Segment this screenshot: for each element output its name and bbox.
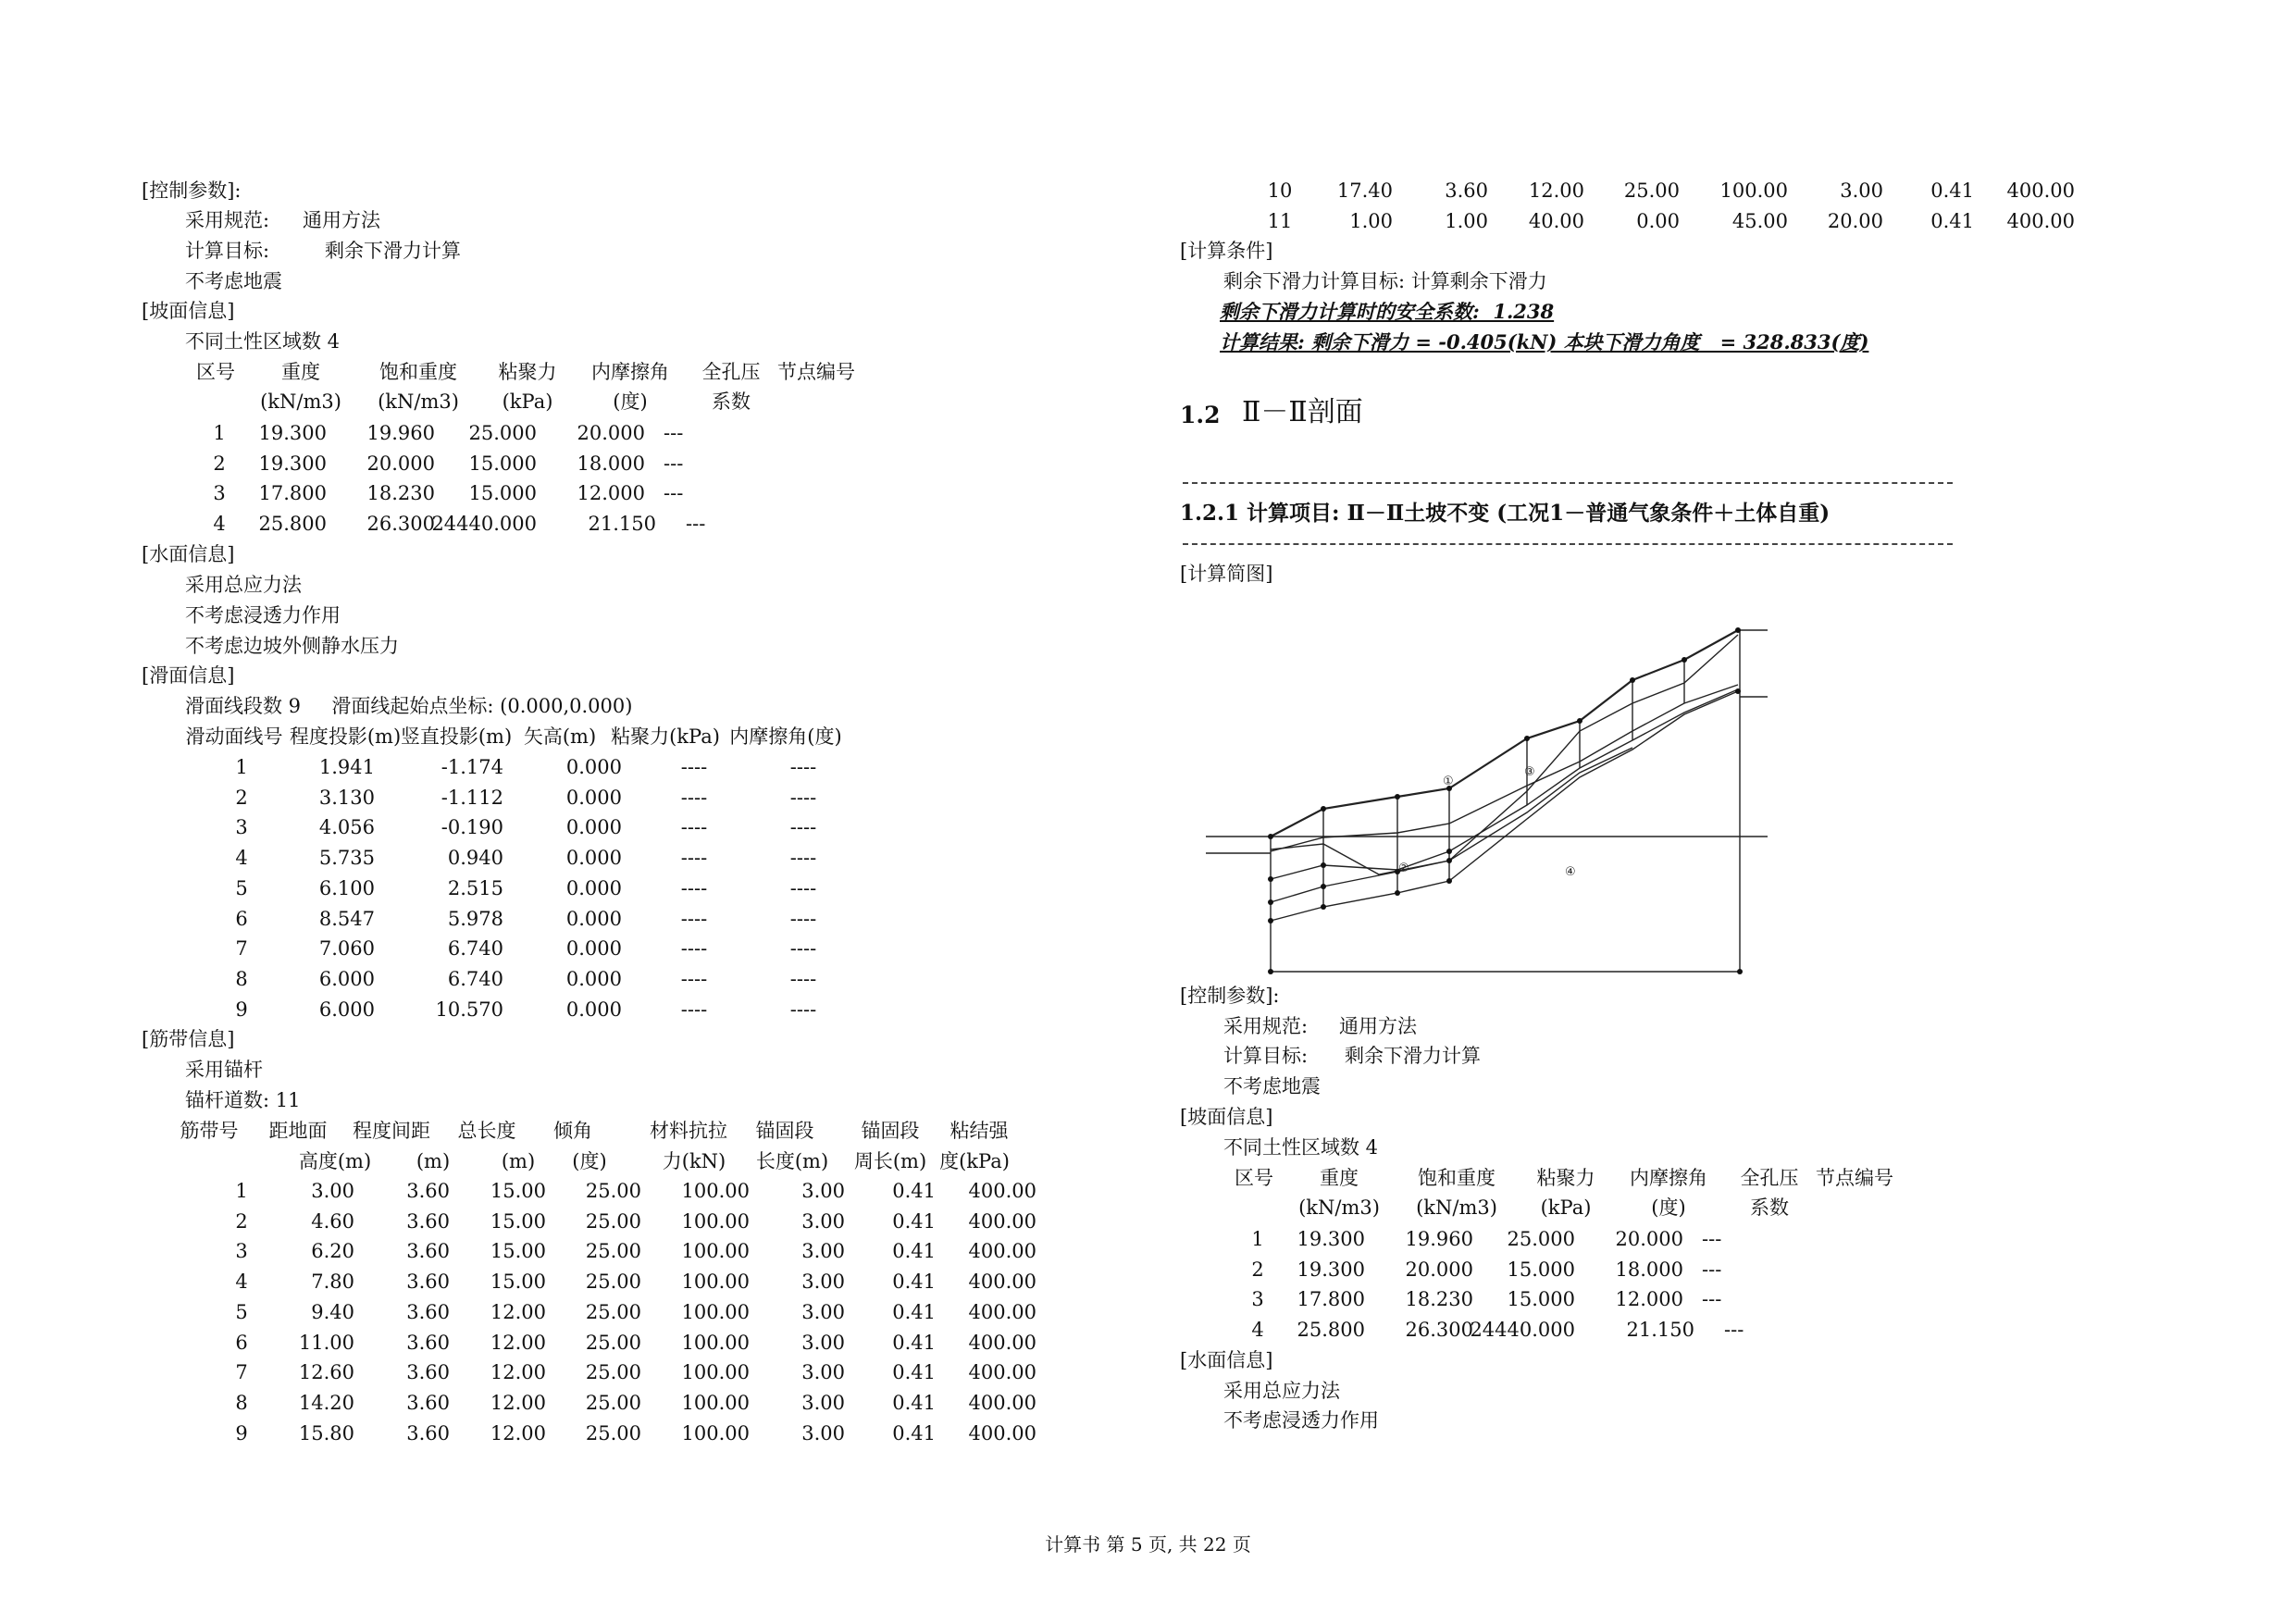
soil-cell: 25.800	[258, 513, 327, 536]
slip-cell: -0.190	[441, 816, 503, 839]
soil-unit: (度)	[1651, 1196, 1686, 1219]
water-info-header: [水面信息]	[1180, 1349, 1273, 1371]
rein-header: 总长度	[457, 1120, 516, 1142]
rein-cell: 400.00	[968, 1391, 1036, 1414]
slip-cell: 10.570	[435, 998, 503, 1021]
safety-factor: 剩余下滑力计算时的安全系数: 1.238	[1220, 300, 1555, 323]
rein-cell: 100.00	[681, 1240, 750, 1263]
rein-cell: 0.41	[892, 1421, 936, 1444]
slip-cell: 1	[235, 756, 248, 778]
section-title: Ⅱ－Ⅱ剖面	[1242, 396, 1363, 428]
rein-cell: 3.00	[801, 1271, 845, 1294]
rein-header: 距地面	[268, 1120, 328, 1142]
rein-cell: 3.00	[311, 1180, 354, 1202]
target-label: 计算目标:	[1223, 1045, 1309, 1067]
rein-cell: 14.20	[298, 1391, 354, 1414]
target-value: 剩余下滑力计算	[1345, 1045, 1481, 1067]
soil-cell: 18.000	[1615, 1258, 1683, 1281]
seismic-note: 不考虑地震	[1223, 1075, 1321, 1097]
slip-cell: ----	[789, 786, 817, 809]
rein-cell: 45.00	[1731, 209, 1788, 232]
slip-cell: ----	[789, 876, 817, 899]
rein-cell: 15.00	[490, 1240, 546, 1263]
soil-cell: 20.000	[366, 452, 435, 475]
slip-cell: ----	[680, 967, 708, 990]
rein-cell: 25.00	[585, 1180, 641, 1202]
spec-value: 通用方法	[303, 209, 380, 231]
rein-cell: 6	[235, 1331, 248, 1354]
slope-diagram	[1203, 615, 1786, 986]
rein-cell: 11.00	[298, 1331, 354, 1354]
rein-cell: 400.00	[968, 1331, 1036, 1354]
soil-cell: 19.300	[258, 422, 327, 444]
rein-cell: 15.80	[298, 1421, 354, 1444]
slope-info-header: [坡面信息]	[1180, 1106, 1273, 1128]
slip-surface	[1271, 635, 1738, 874]
slip-cell: 3.130	[318, 786, 375, 809]
slip-cell: ----	[680, 847, 708, 870]
page-footer: 计算书 第 5 页, 共 22 页	[1045, 1533, 1251, 1556]
rein-cell: 3.60	[406, 1271, 450, 1294]
rein-cell: 100.00	[681, 1331, 750, 1354]
region-label-4: ④	[1565, 865, 1576, 879]
slip-cell: 6.740	[447, 937, 503, 961]
water-line: 采用总应力法	[1223, 1380, 1340, 1402]
rein-cell: 25.00	[585, 1331, 641, 1354]
soil-unit: (kPa)	[1540, 1196, 1592, 1219]
soil-header: 节点编号	[1816, 1167, 1893, 1189]
soil-cell: 17.800	[1297, 1288, 1365, 1311]
rein-cell: 12.00	[490, 1421, 546, 1444]
soil-cell: 19.300	[1297, 1258, 1365, 1281]
soil-cell: 20.000	[1615, 1228, 1683, 1250]
slip-info-line: 滑面线段数 9 滑面线起始点坐标: (0.000,0.000)	[185, 695, 633, 717]
rein-cell: 8	[235, 1391, 248, 1414]
soil-cell: 2	[1251, 1258, 1264, 1281]
soil-cell: 24440.000	[1470, 1319, 1575, 1342]
soil-cell: 18.230	[1405, 1288, 1473, 1311]
slip-cell: ----	[680, 816, 708, 839]
rein-cell: 0.41	[892, 1271, 936, 1294]
slip-cell: 1.941	[318, 756, 375, 778]
slip-cell: 0.000	[565, 756, 622, 778]
slip-cell: ----	[680, 907, 708, 930]
slip-cell: 6.100	[318, 876, 375, 899]
region-label-3: ③	[1524, 765, 1535, 779]
rein-header: 粘结强	[949, 1120, 1009, 1142]
rein-cell: 100.00	[681, 1209, 750, 1233]
rein-cell: 12.00	[490, 1361, 546, 1384]
rein-cell: 7.80	[311, 1271, 354, 1294]
soil-header: 节点编号	[777, 361, 855, 383]
slip-cell: 2.515	[447, 876, 503, 899]
slip-cell: 5.735	[318, 847, 375, 870]
soil-header: 区号	[1235, 1167, 1273, 1189]
slip-cell: ----	[680, 998, 708, 1021]
rein-cell: 400.00	[2006, 209, 2075, 232]
rein-header: 锚固段	[861, 1120, 920, 1142]
rein-cell: 0.41	[892, 1300, 936, 1323]
slope-info-header: [坡面信息]	[142, 300, 235, 322]
rein-header: 锚固段	[755, 1120, 814, 1142]
rein-cell: 2	[235, 1209, 248, 1233]
soil-cell: 18.000	[577, 452, 645, 475]
soil-cell: 24440.000	[431, 513, 537, 536]
rein-cell: 3.60	[406, 1421, 450, 1444]
slip-cell: ----	[789, 967, 817, 990]
rein-cell: 25.00	[585, 1361, 641, 1384]
rein-cell: 12.00	[490, 1391, 546, 1414]
slip-cell: ----	[680, 786, 708, 809]
slip-cell: 0.000	[565, 847, 622, 870]
soil-unit: 系数	[1750, 1196, 1789, 1219]
rein-cell: 25.00	[585, 1271, 641, 1294]
rein-cell: 400.00	[968, 1240, 1036, 1263]
soil-cell: ---	[664, 422, 684, 444]
soil-cell: ---	[1702, 1228, 1722, 1250]
soil-unit: (kN/m3)	[378, 391, 459, 413]
slip-header: 竖直投影(m)	[400, 725, 513, 748]
rein-unit: (m)	[501, 1150, 536, 1172]
soil-cell: 3	[213, 482, 226, 505]
water-line: 不考虑浸透力作用	[185, 604, 341, 626]
soil-header: 重度	[1320, 1167, 1359, 1189]
rein-cell: 25.00	[585, 1421, 641, 1444]
rein-cell: 3.00	[801, 1209, 845, 1233]
soil-header: 全孔压	[1740, 1167, 1799, 1189]
rein-cell: 3.00	[1840, 180, 1883, 202]
rein-cell: 15.00	[490, 1180, 546, 1202]
slip-cell: 6.000	[318, 967, 375, 990]
soil-cell: 19.300	[1297, 1228, 1365, 1250]
slip-cell: ----	[789, 937, 817, 961]
rein-header: 筋带号	[180, 1120, 239, 1142]
seismic-note: 不考虑地震	[185, 270, 282, 292]
rein-cell: 3.00	[801, 1391, 845, 1414]
rein-unit: 高度(m)	[298, 1150, 372, 1172]
rein-cell: 400.00	[2006, 180, 2075, 202]
rein-cell: 3.00	[801, 1361, 845, 1384]
rein-cell: 100.00	[681, 1421, 750, 1444]
rein-cell: 4	[235, 1271, 248, 1294]
soil-cell: ---	[1702, 1288, 1722, 1311]
slip-header: 程度投影(m)	[289, 725, 402, 748]
rein-cell: 25.00	[1623, 180, 1680, 202]
slip-cell: 7.060	[318, 937, 375, 961]
rein-cell: 3	[235, 1240, 248, 1263]
rein-unit: 长度(m)	[755, 1150, 829, 1172]
rein-cell: 400.00	[968, 1361, 1036, 1384]
rein-cell: 12.00	[1528, 180, 1584, 202]
rein-cell: 100.00	[681, 1180, 750, 1202]
soil-cell: 17.800	[258, 482, 327, 505]
soil-cell: 20.000	[577, 422, 645, 444]
section-number: 1.2	[1180, 402, 1221, 428]
rein-cell: 400.00	[968, 1300, 1036, 1323]
soil-header: 粘聚力	[498, 361, 557, 383]
water-info-header: [水面信息]	[142, 543, 235, 565]
soil-cell: 21.150	[588, 513, 656, 536]
water-line: 不考虑边坡外侧静水压力	[185, 635, 399, 657]
rein-cell: 5	[235, 1300, 248, 1323]
soil-header: 粘聚力	[1536, 1167, 1595, 1189]
soil-cell: 25.000	[1507, 1228, 1575, 1250]
slip-cell: ----	[680, 876, 708, 899]
slip-header: 粘聚力(kPa)	[611, 725, 720, 748]
slip-cell: 0.940	[447, 847, 503, 870]
soil-header: 饱和重度	[1418, 1167, 1496, 1189]
soil-header: 全孔压	[701, 361, 761, 383]
rein-cell: 3.60	[1445, 180, 1488, 202]
slip-cell: 7	[235, 937, 248, 961]
soil-cell: 4	[1251, 1319, 1264, 1342]
rein-cell: 20.00	[1827, 209, 1883, 232]
soil-cell: 12.000	[577, 482, 645, 505]
soil-unit: (度)	[613, 391, 648, 413]
slip-header: 矢高(m)	[523, 725, 597, 748]
soil-unit: (kN/m3)	[260, 391, 341, 413]
slip-cell: 0.000	[565, 907, 622, 930]
rein-cell: 15.00	[490, 1209, 546, 1233]
target-value: 剩余下滑力计算	[325, 240, 461, 262]
soil-cell: 15.000	[1507, 1288, 1575, 1311]
rein-header: 程度间距	[353, 1120, 430, 1142]
rein-cell: 100.00	[681, 1361, 750, 1384]
slip-cell: 4.056	[318, 816, 375, 839]
slip-cell: 2	[235, 786, 248, 809]
slip-cell: 0.000	[565, 937, 622, 961]
rein-cell: 25.00	[585, 1300, 641, 1323]
slip-cell: 4	[235, 847, 248, 870]
slip-info-header: [滑面信息]	[142, 664, 235, 687]
target-label: 计算目标:	[185, 240, 270, 262]
slip-cell: ----	[789, 847, 817, 870]
slip-header: 滑动面线号	[185, 725, 283, 748]
rein-cell: 0.41	[892, 1331, 936, 1354]
rein-cell: 9.40	[311, 1300, 354, 1323]
soil-cell: 1	[1251, 1228, 1264, 1250]
ground-surface	[1271, 630, 1738, 837]
soil-count: 不同土性区域数 4	[1223, 1136, 1379, 1159]
control-params-header: [控制参数]:	[142, 180, 242, 202]
soil-cell: ---	[1724, 1319, 1744, 1342]
spec-label: 采用规范:	[185, 209, 270, 231]
rein-cell: 3.60	[406, 1209, 450, 1233]
rein-cell: 17.40	[1336, 180, 1393, 202]
rein-unit: 度(kPa)	[939, 1150, 1010, 1172]
slip-cell: 5.978	[447, 907, 503, 930]
soil-count: 不同土性区域数 4	[185, 330, 341, 353]
slip-cell: 6.740	[447, 967, 503, 990]
rein-cell: 3.60	[406, 1331, 450, 1354]
control-params-header: [控制参数]:	[1180, 985, 1280, 1007]
rein-cell: 0.41	[892, 1209, 936, 1233]
rein-cell: 3.00	[801, 1331, 845, 1354]
water-line: 不考虑浸透力作用	[1223, 1409, 1379, 1432]
soil-cell: 12.000	[1615, 1288, 1683, 1311]
rein-cell: 40.00	[1528, 209, 1584, 232]
rein-cell: 9	[235, 1421, 248, 1444]
soil-cell: 15.000	[468, 482, 537, 505]
rein-cell: 0.41	[892, 1240, 936, 1263]
slip-cell: 5	[235, 876, 248, 899]
soil-cell: 1	[213, 422, 226, 444]
spec-label: 采用规范:	[1223, 1015, 1309, 1037]
rein-cell: 11	[1267, 209, 1293, 232]
region-label-2: ②	[1398, 862, 1409, 875]
soil-cell: ---	[1702, 1258, 1722, 1281]
soil-cell: 18.230	[366, 482, 435, 505]
divider	[1183, 482, 1953, 484]
soil-cell: 15.000	[468, 452, 537, 475]
region-label-1: ①	[1443, 775, 1454, 788]
divider	[1183, 543, 1953, 545]
calc-target: 剩余下滑力计算目标: 计算剩余下滑力	[1223, 270, 1547, 292]
rein-info-header: [筋带信息]	[142, 1028, 235, 1050]
rein-cell: 25.00	[585, 1391, 641, 1414]
rein-cell: 12.60	[298, 1361, 354, 1384]
rein-cell: 3.60	[406, 1300, 450, 1323]
rein-header: 倾角	[553, 1120, 592, 1142]
soil-cell: 4	[213, 513, 226, 536]
rein-type: 采用锚杆	[185, 1059, 263, 1081]
soil-cell: 19.960	[366, 422, 435, 444]
rein-cell: 3.00	[801, 1300, 845, 1323]
slip-cell: ----	[789, 756, 817, 778]
calc-condition-header: [计算条件]	[1180, 240, 1273, 262]
rein-cell: 100.00	[1719, 180, 1788, 202]
slip-cell: 0.000	[565, 967, 622, 990]
soil-cell: 19.960	[1405, 1228, 1473, 1250]
rein-cell: 1.00	[1349, 209, 1393, 232]
rein-cell: 4.60	[311, 1209, 354, 1233]
rein-unit: (度)	[572, 1150, 607, 1172]
soil-unit: (kN/m3)	[1298, 1196, 1380, 1219]
rein-cell: 7	[235, 1361, 248, 1384]
slip-cell: -1.112	[441, 786, 503, 809]
slip-cell: 3	[235, 816, 248, 839]
soil-header: 区号	[196, 361, 235, 383]
rein-count: 锚杆道数: 11	[185, 1089, 301, 1111]
slip-header: 内摩擦角(度)	[729, 725, 842, 748]
rein-cell: 3.60	[406, 1240, 450, 1263]
rein-cell: 1.00	[1445, 209, 1488, 232]
slip-cell: 8	[235, 967, 248, 990]
rein-cell: 15.00	[490, 1271, 546, 1294]
calc-result: 计算结果: 剩余下滑力 = -0.405(kN) 本块下滑力角度 = 328.833(度)	[1220, 330, 1869, 353]
rein-cell: 10	[1267, 180, 1293, 202]
rein-cell: 100.00	[681, 1271, 750, 1294]
rein-cell: 3.00	[801, 1421, 845, 1444]
slip-cell: -1.174	[441, 756, 503, 778]
rein-cell: 3.60	[406, 1391, 450, 1414]
soil-cell: 26.300	[1405, 1319, 1473, 1342]
slip-cell: 6	[235, 907, 248, 930]
slip-cell: ----	[680, 937, 708, 961]
rein-cell: 3.00	[801, 1240, 845, 1263]
soil-cell: 25.800	[1297, 1319, 1365, 1342]
rein-cell: 0.41	[1930, 209, 1974, 232]
sub-section-title: 1.2.1 计算项目: Ⅱ－Ⅱ土坡不变 (工况1－普通气象条件＋土体自重)	[1180, 501, 1831, 526]
rein-cell: 400.00	[968, 1209, 1036, 1233]
soil-cell: 21.150	[1626, 1319, 1694, 1342]
rein-cell: 3.60	[406, 1180, 450, 1202]
soil-header: 重度	[281, 361, 320, 383]
slip-cell: 0.000	[565, 998, 622, 1021]
rein-cell: 3.00	[801, 1180, 845, 1202]
slip-cell: ----	[680, 756, 708, 778]
soil-cell: 25.000	[468, 422, 537, 444]
soil-unit: (kPa)	[502, 391, 553, 413]
slip-cell: ----	[789, 907, 817, 930]
rein-cell: 100.00	[681, 1391, 750, 1414]
rein-cell: 12.00	[490, 1331, 546, 1354]
rein-unit: 力(kN)	[662, 1150, 726, 1172]
rein-cell: 0.41	[1930, 180, 1974, 202]
rein-unit: 周长(m)	[853, 1150, 927, 1172]
diagram-header: [计算简图]	[1180, 563, 1273, 585]
rein-cell: 400.00	[968, 1180, 1036, 1202]
slip-cell: 8.547	[318, 907, 375, 930]
soil-cell: 19.300	[258, 452, 327, 475]
soil-unit: (kN/m3)	[1416, 1196, 1497, 1219]
water-line: 采用总应力法	[185, 574, 302, 596]
soil-layer-2	[1271, 689, 1738, 879]
soil-header: 内摩擦角	[591, 361, 669, 383]
slip-cell: 6.000	[318, 998, 375, 1021]
soil-header: 内摩擦角	[1630, 1167, 1707, 1189]
soil-cell: 20.000	[1405, 1258, 1473, 1281]
rein-cell: 0.41	[892, 1391, 936, 1414]
soil-cell: 2	[213, 452, 226, 475]
rein-cell: 6.20	[311, 1240, 354, 1263]
soil-cell: ---	[664, 482, 684, 505]
rein-unit: (m)	[416, 1150, 451, 1172]
slip-cell: 0.000	[565, 876, 622, 899]
rein-cell: 0.41	[892, 1180, 936, 1202]
slip-cell: 0.000	[565, 816, 622, 839]
rein-cell: 25.00	[585, 1209, 641, 1233]
rein-header: 材料抗拉	[650, 1120, 727, 1142]
slip-cell: 0.000	[565, 786, 622, 809]
rein-cell: 400.00	[968, 1271, 1036, 1294]
soil-cell: ---	[686, 513, 706, 536]
spec-value: 通用方法	[1339, 1015, 1417, 1037]
soil-cell: 3	[1251, 1288, 1264, 1311]
rein-cell: 0.41	[892, 1361, 936, 1384]
soil-unit: 系数	[712, 391, 751, 413]
slip-cell: 9	[235, 998, 248, 1021]
soil-header: 饱和重度	[379, 361, 457, 383]
rein-cell: 3.60	[406, 1361, 450, 1384]
soil-cell: 15.000	[1507, 1258, 1575, 1281]
rein-cell: 400.00	[968, 1421, 1036, 1444]
rein-cell: 25.00	[585, 1240, 641, 1263]
rein-cell: 1	[235, 1180, 248, 1202]
soil-cell: 26.300	[366, 513, 435, 536]
slip-cell: ----	[789, 998, 817, 1021]
rein-cell: 100.00	[681, 1300, 750, 1323]
soil-cell: ---	[664, 452, 684, 475]
rein-cell: 12.00	[490, 1300, 546, 1323]
rein-cell: 0.00	[1636, 209, 1680, 232]
slip-cell: ----	[789, 816, 817, 839]
